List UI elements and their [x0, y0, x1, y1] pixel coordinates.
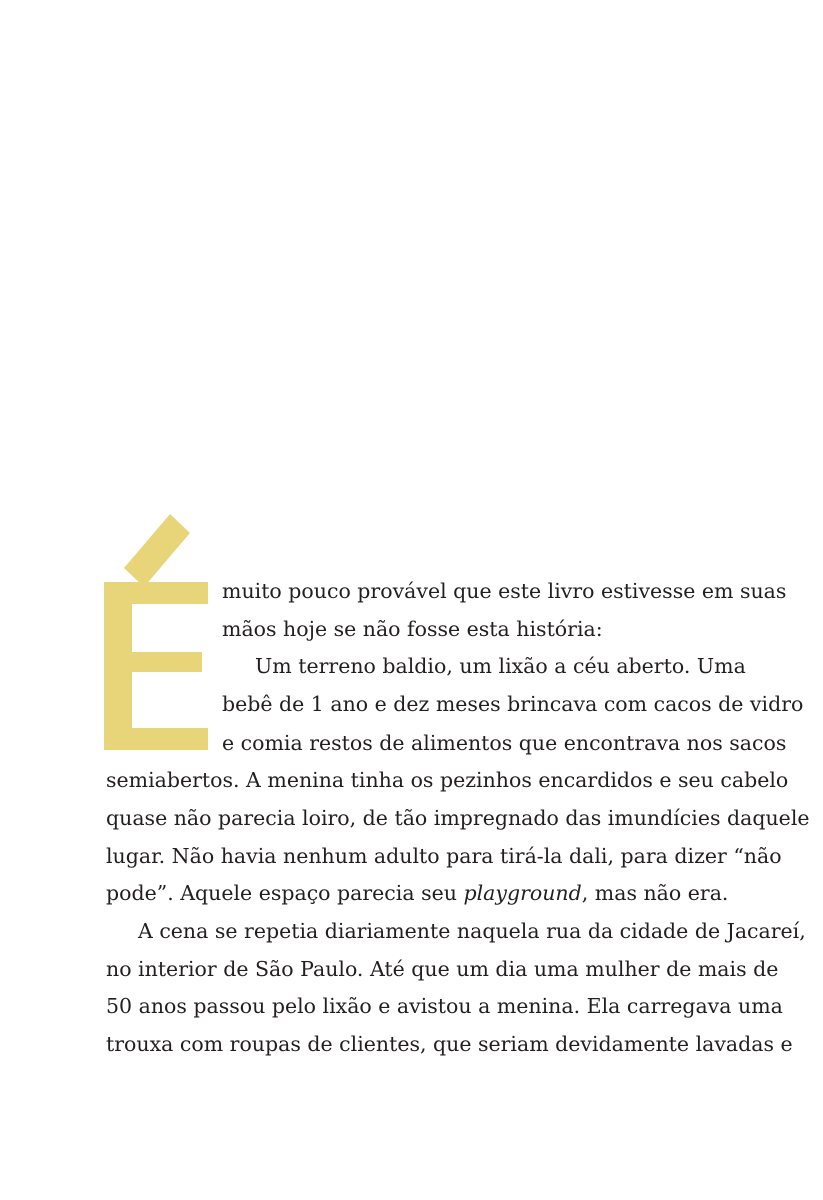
drop-cap-accent [124, 514, 190, 587]
text-line-6: semiabertos. A menina tinha os pezinhos encardidos e seu cabelo [106, 768, 789, 792]
drop-cap-bottom-arm [104, 728, 208, 750]
text-line-9-end: , mas não era. [581, 881, 729, 905]
text-line-4: bebê de 1 ano e dez meses brincava com cacos de vidro [222, 692, 804, 716]
text-line-13: trouxa com roupas de clientes, que seriam devidamente lavadas e [106, 1032, 793, 1056]
text-line-1: muito pouco provável que este livro estivesse em suas [222, 579, 787, 603]
drop-cap-middle-arm [104, 652, 202, 672]
text-line-10: A cena se repetia diariamente naquela rua da cidade de Jacareí, [138, 919, 806, 943]
text-line-11: no interior de São Paulo. Até que um dia uma mulher de mais de [106, 957, 779, 981]
text-line-12: 50 anos passou pelo lixão e avistou a menina. Ela carregava uma [106, 994, 783, 1018]
text-line-7: quase não parecia loiro, de tão impregnado das imundícies daquele [106, 806, 810, 830]
text-line-9-start: pode”. Aquele espaço parecia seu [106, 881, 464, 905]
drop-cap-top-arm [104, 582, 208, 604]
italic-word: playground [463, 881, 582, 905]
text-line-2: mãos hoje se não fosse esta história: [222, 617, 603, 641]
text-line-3: Um terreno baldio, um lixão a céu aberto. Uma [255, 654, 746, 678]
text-line-8: lugar. Não havia nenhum adulto para tirá-la dali, para dizer “não [106, 844, 782, 868]
drop-cap-letter-e-acute [104, 514, 208, 750]
text-line-5: e comia restos de alimentos que encontrava nos sacos [222, 731, 787, 755]
text-line-9 [106, 879, 728, 907]
